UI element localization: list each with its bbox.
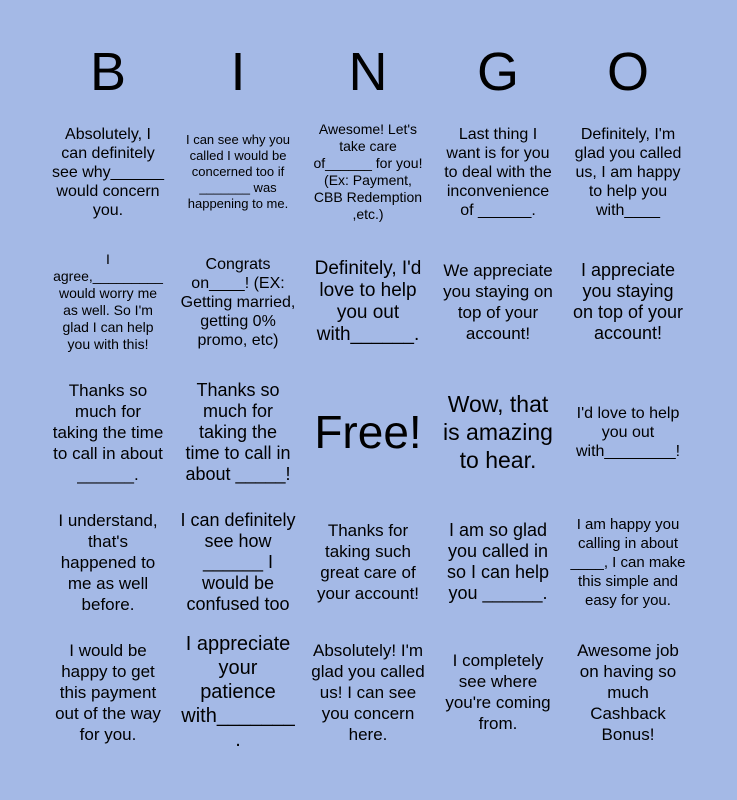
- cell-text: I appreciate your patience with_______.: [181, 633, 295, 751]
- bingo-cell: [563, 627, 693, 757]
- header-letter-i: I: [230, 42, 246, 102]
- header-letter-g: G: [476, 42, 519, 102]
- cell-text: Congrats on____! (EX: Getting married, getting 0% promo, etc): [180, 255, 296, 349]
- cell-text: I completely see where you're coming from.: [445, 651, 551, 733]
- cell-text: I appreciate you staying on top of your account!: [572, 260, 684, 343]
- bingo-cell: [43, 627, 173, 757]
- cell-text: Thanks so much for taking the time to call in about ______.: [52, 380, 164, 484]
- bingo-cell: [303, 107, 433, 237]
- bingo-cell: [433, 627, 563, 757]
- bingo-grid: [43, 107, 693, 757]
- bingo-cell: [433, 497, 563, 627]
- cell-text: Wow, that is amazing to hear.: [443, 391, 553, 473]
- bingo-cell: [433, 237, 563, 367]
- bingo-cell: [43, 367, 173, 497]
- bingo-cell: [173, 367, 303, 497]
- header-letter-n: N: [348, 42, 388, 102]
- bingo-cell: [43, 497, 173, 627]
- cell-text: Last thing I want is for you to deal with the inconvenience of ______.: [444, 125, 552, 219]
- cell-text: I am so glad you called in so I can help you ______.: [446, 520, 550, 603]
- cell-text: We appreciate you staying on top of your account!: [443, 261, 553, 343]
- cell-text: I can definitely see how ______ I would be confused too: [180, 509, 296, 614]
- cell-text: Absolutely! I'm glad you called us! I can see you concern here.: [311, 640, 425, 744]
- cell-text: Thanks so much for taking the time to call in about _____!: [185, 379, 291, 484]
- cell-text: Thanks for taking such great care of your account!: [316, 521, 420, 603]
- cell-text: I am happy you calling in about ____, I can make this simple and easy for you.: [570, 515, 686, 609]
- cell-text: I would be happy to get this payment out of the way for you.: [55, 640, 161, 744]
- free-space: [303, 367, 433, 497]
- bingo-cell: [173, 107, 303, 237]
- bingo-cell: [173, 627, 303, 757]
- cell-text: Absolutely, I can definitely see why______ would concern you.: [51, 125, 165, 219]
- cell-text: I understand, that's happened to me as well before.: [58, 510, 158, 614]
- cell-text: I'd love to help you out with________!: [575, 404, 681, 460]
- bingo-cell: [563, 107, 693, 237]
- free-text: Free!: [314, 406, 422, 458]
- bingo-cell: [43, 237, 173, 367]
- header-letter-b: B: [89, 42, 127, 102]
- bingo-cell: [173, 497, 303, 627]
- cell-text: Awesome job on having so much Cashback Bonus!: [577, 640, 679, 744]
- bingo-cell: [433, 367, 563, 497]
- bingo-cell: [303, 627, 433, 757]
- bingo-cell: [563, 367, 693, 497]
- bingo-cell: [563, 497, 693, 627]
- cell-text: Awesome! Let's take care of______ for you! (Ex: Payment, CBB Redemption ,etc.): [313, 121, 423, 222]
- cell-text: I can see why you called I would be concerned too if _______ was happening to me.: [185, 132, 291, 211]
- cell-text: Definitely, I'd love to help you out with______.: [314, 258, 422, 345]
- bingo-cell: [43, 107, 173, 237]
- bingo-cell: [433, 107, 563, 237]
- bingo-cell: [303, 237, 433, 367]
- bingo-cell: [303, 497, 433, 627]
- cell-text: I agree,_________ would worry me as well. So I'm glad I can help you with this!: [53, 251, 163, 352]
- bingo-header: [43, 40, 693, 104]
- bingo-cell: [563, 237, 693, 367]
- cell-text: Definitely, I'm glad you called us, I am happy to help you with____: [574, 125, 682, 219]
- bingo-cell: [173, 237, 303, 367]
- header-letter-o: O: [606, 42, 649, 102]
